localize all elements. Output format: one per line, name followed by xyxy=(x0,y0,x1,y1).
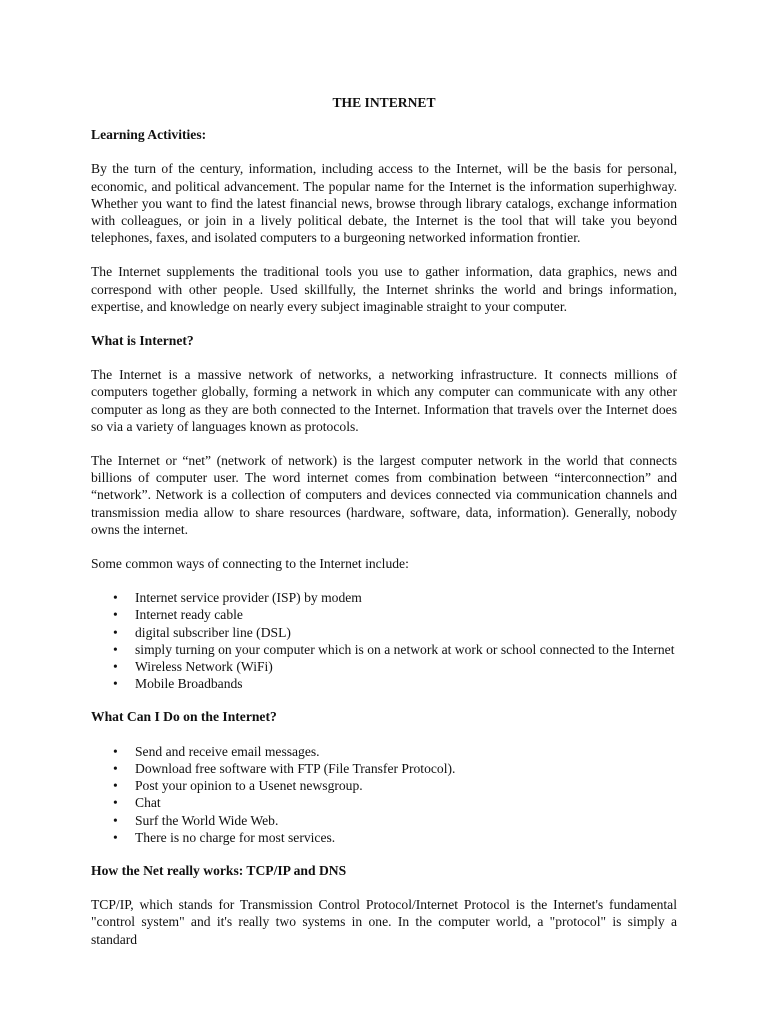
list-item xyxy=(91,624,677,641)
list-item-text: Internet ready cable xyxy=(135,607,243,623)
connect-intro-paragraph: Some common ways of connecting to the Internet include: xyxy=(91,556,409,572)
list-item xyxy=(91,641,677,658)
list-item xyxy=(91,760,677,777)
bullet-icon: • xyxy=(113,760,118,776)
what-is-paragraph-2: The Internet or “net” (network of network) is the largest computer network in the world that connects billions of computer user. The word internet comes from combination between “interconnection” and “network”. Network is a collection of computers and devices connected via communication channels and transmission media allow to share resources (hardware, software, data, information). Generally, nobody owns the internet. xyxy=(91,453,677,537)
bullet-icon: • xyxy=(113,829,118,845)
how-net-works-heading: How the Net really works: TCP/IP and DNS xyxy=(91,862,347,878)
list-item-text: Send and receive email messages. xyxy=(135,743,320,759)
list-item xyxy=(91,606,677,623)
list-item xyxy=(91,777,677,794)
list-item-text: There is no charge for most services. xyxy=(135,829,336,845)
intro-paragraph-1: By the turn of the century, information, including access to the Internet, will be the basis for personal, economic, and political advancement. The popular name for the Internet is the information superhighway. Whether you want to find the latest financial news, browse through library catalogs, exchange information with colleagues, or join in a lively political debate, the Internet is the tool that will take you beyond telephones, faxes, and isolated computers to a burgeoning networked information frontier. xyxy=(91,161,677,246)
bullet-icon: • xyxy=(113,743,118,759)
learning-activities-heading: Learning Activities: xyxy=(91,127,207,143)
what-can-list xyxy=(91,743,677,846)
bullet-icon: • xyxy=(113,659,118,675)
what-can-i-do-heading: What Can I Do on the Internet? xyxy=(91,709,277,725)
connect-ways-list xyxy=(91,589,677,692)
list-item-text: Mobile Broadbands xyxy=(135,676,243,692)
list-item xyxy=(91,794,677,811)
list-item-text: Wireless Network (WiFi) xyxy=(135,659,273,675)
list-item-text: Internet service provider (ISP) by modem xyxy=(135,590,362,606)
tcp-ip-paragraph: TCP/IP, which stands for Transmission Control Protocol/Internet Protocol is the Internet's fundamental "control system" and it's really two systems in one. In the computer world, a "protocol" is simply a standard xyxy=(91,897,677,947)
list-item-text: Post your opinion to a Usenet newsgroup. xyxy=(135,778,363,794)
list-item xyxy=(91,743,677,760)
list-item-text: digital subscriber line (DSL) xyxy=(135,624,291,640)
intro-paragraph-2: The Internet supplements the traditional tools you use to gather information, data graphics, news and correspond with other people. Used skillfully, the Internet shrinks the world and brings information, expertise, and knowledge on nearly every subject imaginable straight to your computer. xyxy=(91,264,677,314)
list-item xyxy=(91,675,677,692)
bullet-icon: • xyxy=(113,641,118,657)
bullet-icon: • xyxy=(113,795,118,811)
document-page xyxy=(91,94,677,948)
list-item-text: simply turning on your computer which is on a network at work or school connected to the Internet xyxy=(135,641,675,657)
bullet-icon: • xyxy=(113,676,118,692)
what-is-paragraph-1: The Internet is a massive network of networks, a networking infrastructure. It connects millions of computers together globally, forming a network in which any computer can communicate with any other computer as long as they are both connected to the Internet. Information that travels over the Internet does so via a variety of languages known as protocols. xyxy=(91,367,677,434)
bullet-icon: • xyxy=(113,778,118,794)
list-item xyxy=(91,829,677,846)
bullet-icon: • xyxy=(113,624,118,640)
document-title: THE INTERNET xyxy=(332,95,436,110)
list-item-text: Download free software with FTP (File Transfer Protocol). xyxy=(135,760,456,776)
what-is-internet-heading: What is Internet? xyxy=(91,333,194,349)
bullet-icon: • xyxy=(113,812,118,828)
list-item xyxy=(91,589,677,606)
bullet-icon: • xyxy=(113,590,118,606)
list-item xyxy=(91,658,677,675)
list-item-text: Chat xyxy=(135,795,161,811)
list-item xyxy=(91,812,677,829)
bullet-icon: • xyxy=(113,607,118,623)
list-item-text: Surf the World Wide Web. xyxy=(135,812,279,828)
